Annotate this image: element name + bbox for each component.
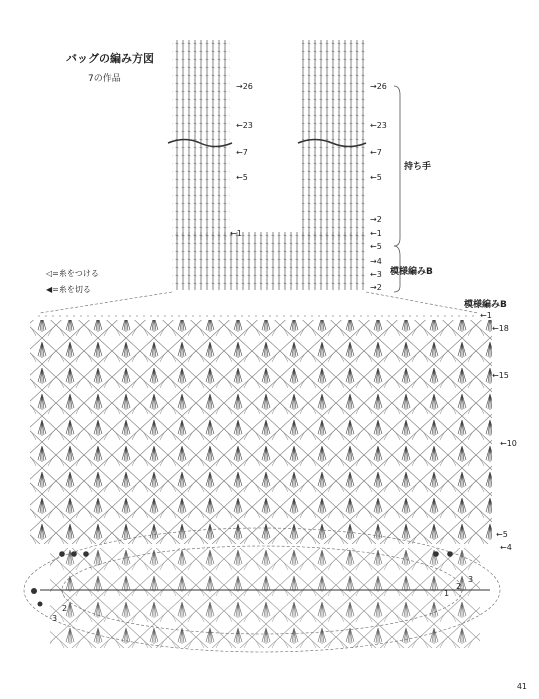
legend-cut-row (46, 284, 91, 295)
handle-left-row-label: ←23 (236, 121, 253, 130)
base-row-label: 3 (468, 575, 474, 584)
pattern-b-row-label: ←5 (370, 242, 382, 251)
body-row-label: ←10 (500, 439, 517, 448)
handle-right-row-label: ←7 (370, 148, 382, 157)
handle-left-row-label: ←7 (236, 148, 248, 157)
base-row-label: 3 (52, 614, 58, 623)
legend-cut-icon: ◀ (46, 285, 53, 294)
body-pattern-label: 模様編みB (464, 300, 507, 310)
base-mesh (50, 548, 480, 648)
body-row-label: ←5 (496, 530, 508, 539)
handle-left-row-label: ←5 (236, 173, 248, 182)
handle-right-row-label: ←23 (370, 121, 387, 130)
handle-right-row-label: ←5 (370, 173, 382, 182)
handle-label: 持ち手 (404, 162, 432, 172)
legend-attach-icon: ◁ (46, 269, 53, 278)
pattern-b-band (172, 232, 366, 290)
body-row-label: ←15 (492, 371, 509, 380)
page-subtitle: 7の作品 (88, 74, 121, 84)
handle-left-row-label: →26 (236, 82, 253, 91)
base-row-label: 2 (456, 582, 462, 591)
body-row-label: ←18 (492, 324, 509, 333)
pattern-b-row-label: →4 (370, 257, 382, 266)
pattern-b-row-label: ←3 (370, 270, 382, 279)
handle-right-row-label: ←1 (370, 229, 382, 238)
legend-attach-text: =糸をつける (52, 269, 99, 278)
handle-right-row-label: →26 (370, 82, 387, 91)
base-row-label: 2 (62, 604, 68, 613)
page-title: バッグの編み方図 (66, 52, 154, 65)
legend-cut-text: =糸を切る (52, 285, 91, 294)
body-mesh (30, 320, 492, 544)
page-number: 41 (516, 682, 527, 691)
pattern-b-label: 模様編みB (390, 267, 433, 277)
handle-right-row-label: →2 (370, 215, 382, 224)
handle-left-row-label: ←1 (230, 229, 242, 238)
body-row-label: ←4 (500, 543, 512, 552)
pattern-b-row-label: →2 (370, 283, 382, 292)
body-row-label: ←1 (480, 311, 492, 320)
base-row-label: 1 (444, 589, 450, 598)
legend-attach-row (46, 268, 99, 279)
